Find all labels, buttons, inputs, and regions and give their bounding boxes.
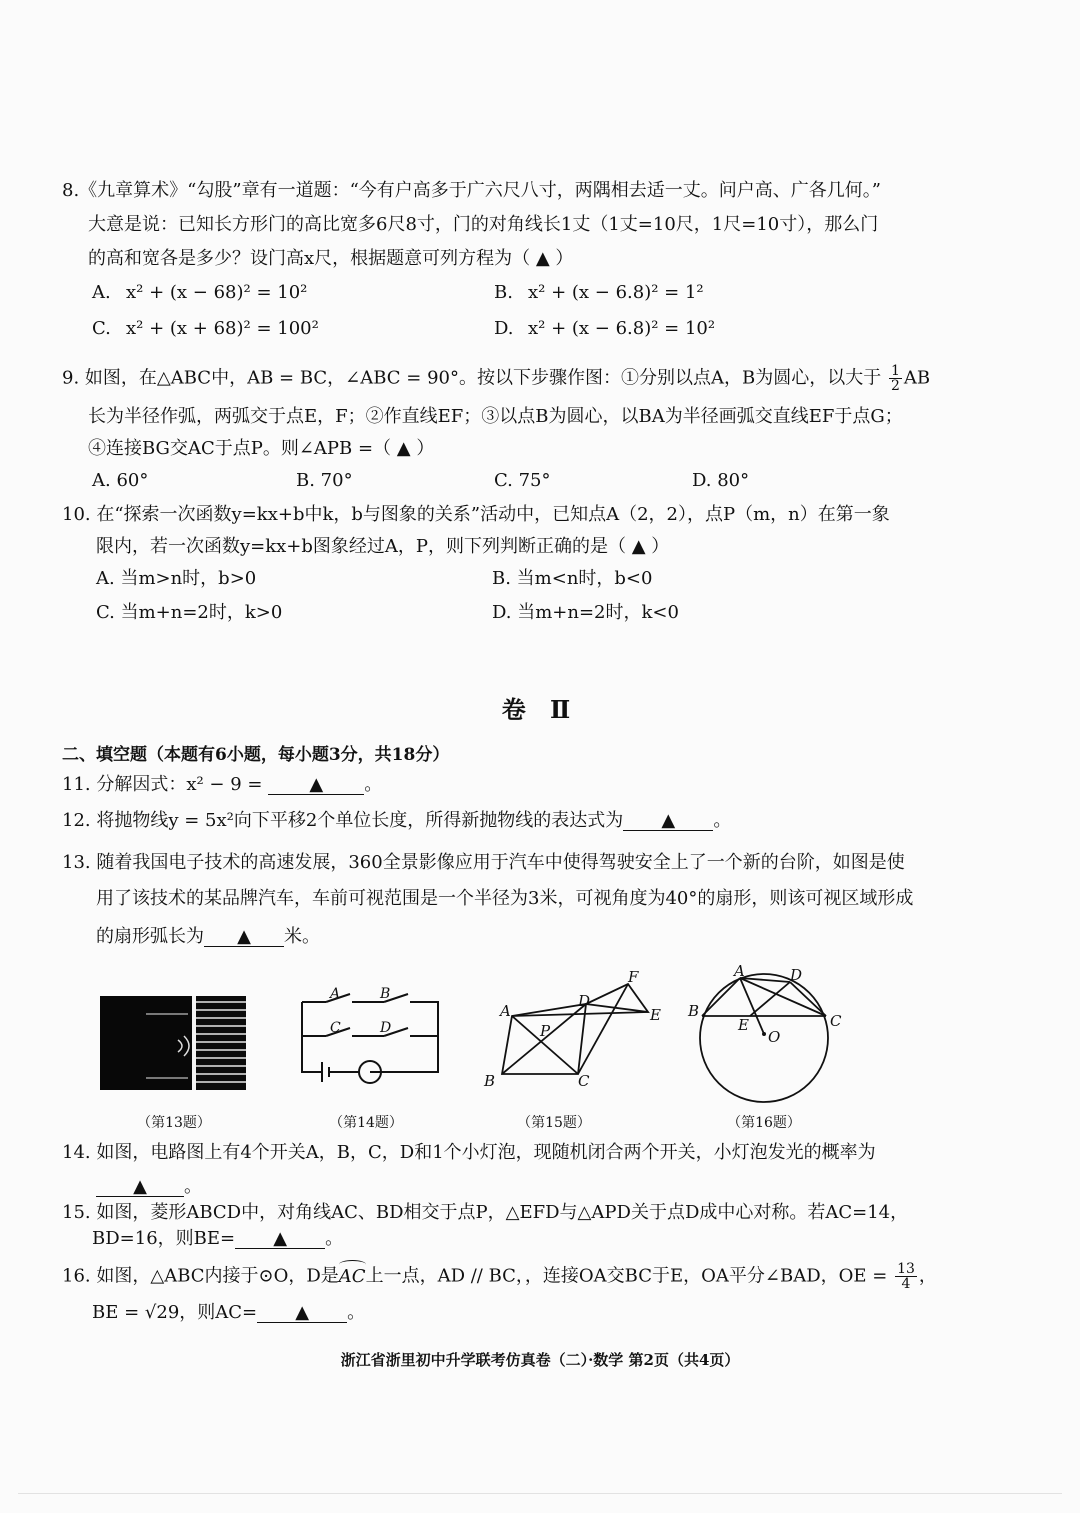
figure-14-circuit (296, 988, 446, 1088)
q8-line1: 8.《九章算术》“勾股”章有一道题：“今有户高多于广六尺八寸，两隅相去适一丈。问户高、广各几何。” (62, 180, 881, 201)
q9-line1: 9. 如图，在△ABC中，AB = BC，∠ABC = 90°。按以下步骤作图：①分别以点A，B为圆心，以大于 $\frac{1}{2}$ AB (62, 363, 931, 394)
f14-label-a: A (330, 986, 341, 1002)
q13-line3: 的扇形弧长为 ▲ 米。 (96, 926, 320, 947)
f16-label-a: A (734, 962, 745, 980)
section-title: 卷 Ⅱ (501, 695, 579, 724)
figure-13-car-image (100, 996, 246, 1090)
caption-13: （第13题） (137, 1115, 211, 1131)
q16-fraction: $\frac{13}{4}$ (897, 1261, 915, 1292)
figure-16-circle (686, 964, 846, 1104)
f14-label-d: D (380, 1020, 392, 1036)
q16-arc: AC (339, 1266, 366, 1288)
q12-answer-blank: ▲ (623, 812, 713, 831)
q11: 11. 分解因式：x² − 9 = ▲ 。 (62, 774, 383, 795)
q9-option-a: A. 60° (92, 470, 149, 491)
q9-option-d: D. 80° (692, 470, 750, 491)
q9-option-b: B. 70° (296, 470, 353, 491)
f16-label-o: O (768, 1028, 781, 1046)
caption-16: （第16题） (727, 1115, 801, 1131)
q15-line1: 15. 如图，菱形ABCD中，对角线AC、BD相交于点P，△EFD与△APD关于点D成中心对称。若AC=14， (62, 1202, 909, 1223)
bottom-divider (18, 1493, 1062, 1494)
q14-line1: 14. 如图，电路图上有4个开关A，B，C，D和1个小灯泡，现随机闭合两个开关，小灯泡发光的概率为 (62, 1142, 876, 1163)
q16-answer-blank: ▲ (257, 1304, 347, 1323)
f15-label-c: C (578, 1072, 590, 1090)
section-heading: 二、填空题（本题有6小题，每小题3分，共18分） (62, 745, 450, 765)
q11-answer-blank: ▲ (268, 776, 364, 795)
q9-option-c: C. 75° (494, 470, 551, 491)
caption-14: （第14题） (329, 1115, 403, 1131)
page-footer: 浙江省浙里初中升学联考仿真卷（二）·数学 第2页（共4页） (340, 1351, 740, 1369)
q15-answer-blank: ▲ (235, 1230, 325, 1249)
caption-15: （第15题） (517, 1115, 591, 1131)
q9-line3: ④连接BG交AC于点P。则∠APB =（ ▲ ） (88, 438, 435, 459)
q8-option-d: D. x² + (x − 6.8)² = 10² (494, 318, 716, 339)
f15-label-b: B (484, 1072, 496, 1090)
q16-line2: BE = √29，则AC= ▲ 。 (92, 1302, 366, 1323)
q13-line2: 用了该技术的某品牌汽车，车前可视范围是一个半径为3米，可视角度为40°的扇形，则该可视区域形成 (96, 888, 914, 909)
figure-15-rhombus (482, 968, 662, 1090)
q10-line2: 限内，若一次函数y=kx+b图象经过A，P，则下列判断正确的是（ ▲ ） (96, 536, 670, 557)
q8-option-a: A. x² + (x − 68)² = 10² (92, 282, 308, 303)
q12: 12. 将抛物线y = 5x²向下平移2个单位长度，所得新抛物线的表达式为 ▲ 。 (62, 810, 732, 831)
q14-answer-blank: ▲ (96, 1178, 184, 1197)
f14-label-b: B (380, 986, 391, 1002)
f15-label-d: D (578, 992, 591, 1010)
q8-option-c: C. x² + (x + 68)² = 100² (92, 318, 319, 339)
f16-label-c: C (830, 1012, 842, 1030)
q13-answer-blank: ▲ (204, 928, 284, 947)
q10-line1: 10. 在“探索一次函数y=kx+b中k，b与图象的关系”活动中，已知点A（2，2），点P（m，n）在第一象 (62, 504, 890, 525)
f15-label-f: F (628, 968, 639, 986)
q10-option-c: C. 当m+n=2时，k>0 (96, 602, 283, 623)
q15-line2: BD=16，则BE= ▲ 。 (92, 1228, 344, 1249)
q10-option-a: A. 当m>n时，b>0 (96, 568, 257, 589)
q8-line3: 的高和宽各是多少？设门高x尺，根据题意可列方程为（ ▲ ） (88, 248, 574, 269)
f16-label-b: B (688, 1002, 700, 1020)
q8-option-b: B. x² + (x − 6.8)² = 1² (494, 282, 704, 303)
q10-option-b: B. 当m<n时，b<0 (492, 568, 653, 589)
f15-label-a: A (500, 1002, 511, 1020)
q14-line2: ▲ 。 (96, 1176, 202, 1198)
q8-line2: 大意是说：已知长方形门的高比宽多6尺8寸，门的对角线长1丈（1丈=10尺，1尺=10寸），那么门 (88, 214, 879, 235)
q9-fraction: $\frac{1}{2}$ (890, 363, 900, 394)
q10-option-d: D. 当m+n=2时，k<0 (492, 602, 679, 623)
f15-label-p: P (540, 1022, 551, 1040)
f15-label-e: E (650, 1006, 661, 1024)
q16-line1: 16. 如图，△ABC内接于⊙O，D是 AC上一点，AD // BC，，连接OA交BC于E，OA平分∠BAD，OE = $\frac{13}{4}$ ， (62, 1261, 937, 1292)
f16-label-d: D (790, 966, 803, 984)
q9-line2: 长为半径作弧，两弧交于点E，F；②作直线EF；③以点B为圆心，以BA为半径画弧交直线EF于点G； (88, 406, 903, 427)
f16-label-e: E (738, 1016, 749, 1034)
q13-line1: 13. 随着我国电子技术的高速发展，360全景影像应用于汽车中使得驾驶安全上了一个新的台阶，如图是使 (62, 852, 905, 873)
f14-label-c: C (330, 1020, 341, 1036)
